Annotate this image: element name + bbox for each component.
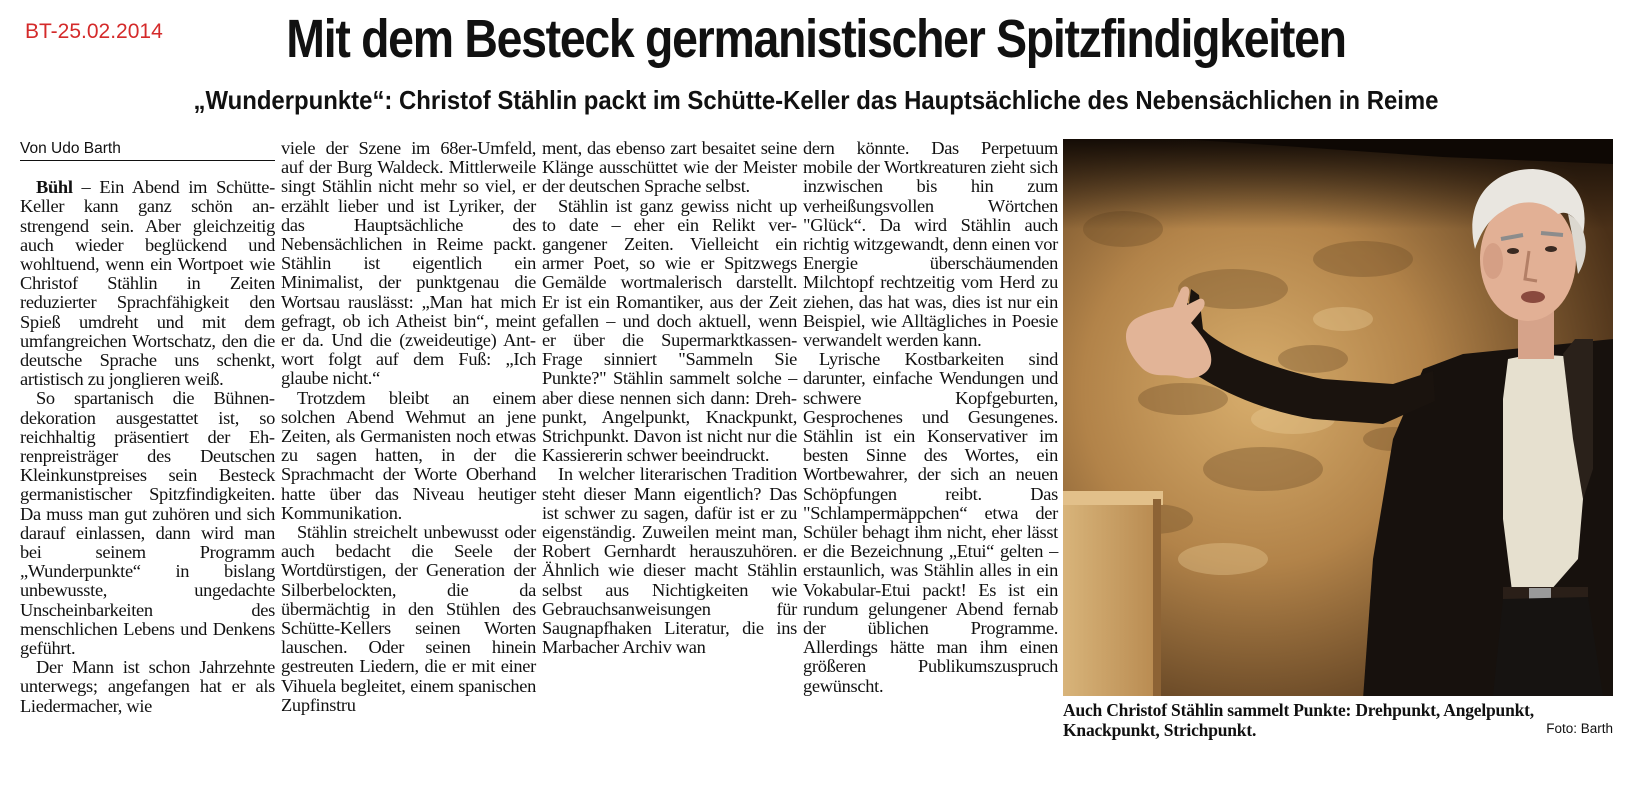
paragraph: Der Mann ist schon Jahrzehnte unterwegs; angefangen hat er als Liedermacher, wie [20,657,275,716]
paragraph: viele der Szene im 68er-Umfeld, auf der Burg Waldeck. Mittlerweile singt Stählin nicht mehr so viel, er erzählt lieber und ist Lyriker, der das Hauptsächliche des Nebensächlichen in Reime packt. Stählin ist eigentlich ein Minimalist, der punktgenau die Wortsau rauslässt: „Man hat mich gefragt, ob ich Atheist bin“, meint er da. Und die (zweideutige) Antwort folgt auf dem Fuß: „Ich glaube nicht.“ [281,138,536,389]
paragraph: Lyrische Kostbarkeiten sind darunter, einfache Wendungen und schwere Kopfgeburten, Gesprochenes und Gesungenes. Stählin ist ein Konservativer im besten Sinne des Wortes, ein Wortbewahrer, der sich an neuen Schöpfungen reibt. Das "Schlampermäppchen“ etwa der Schüler behagt ihm nicht, eher lässt er die Bezeichnung „Etui“ gelten – erstaunlich, was Stählin alles in ein Vokabular-Etui packt! Es ist ein rundum gelungener Abend fernab der üblichen Programme. Allerdings hätte man ihm einen größeren Publikumszuspruch gewünscht. [803,349,1058,696]
subheadline: „Wunderpunkte“: Christof Stählin packt im Schütte-Keller das Hauptsächliche des Nebensächlichen in Reime [193,85,1439,115]
paragraph: Stählin ist ganz gewiss nicht up to date – eher ein Relikt vergangener Zeiten. Vielleicht ein armer Poet, so wie er Spitzwegs Gemälde wortmalerisch darstellt. Er ist ein Romantiker, aus der Zeit gefallen – und doch aktuell, wenn er über die Supermarktkassen-Frage sinniert "Sammeln Sie Punkte?" Stählin sammelt solche – aber diese nennen sich dann: Drehpunkt, Angelpunkt, Knackpunkt, Strichpunkt. Davon ist nicht nur die Kassiererin schwer beeindruckt. [542,195,797,466]
article-column-2 [281,139,536,715]
headline: Mit dem Besteck germanistischer Spitzfindigkeiten [286,9,1346,69]
article-photo [1063,139,1613,696]
paragraph: Stählin streichelt unbewusst oder auch bedacht die Seele der Wortdürstigen, der Generation der Silberbelockten, die da übermächtig in den Stühlen des Schütte-Kellers seinen Worten lauschen. Oder seinen hinein gestreuten Liedern, die er mit einer Vihuela begleitet, einem spanischen Zupfinstru [281,522,536,715]
lead-location: Bühl [36,177,73,198]
paragraph: So spartanisch die Bühnendekoration ausgestattet ist, so reichhaltig präsentiert der Ehrenpreisträger des Deutschen Kleinkunstpreises sein Besteck germanistischer Spitzfindigkeiten. Da muss man gut zuhören und sich darauf einlassen, dann wird man bei seinem Programm „Wunderpunkte“ in bislang unbewusste, ungedachte Unscheinbarkeiten des menschlichen Lebens und Denkens geführt. [20,388,275,659]
article-column-4 [803,139,1058,696]
paragraph [20,178,275,389]
paragraph: dern könnte. Das Perpetuum mobile der Wortkreaturen zieht sich inzwischen bis hin zum verheißungsvollen Wörtchen "Glück“. Da wird Stählin auch richtig witzgewandt, denn einen vor Energie überschäumenden Milchtopf rechtzeitig vom Herd zu ziehen, das hat was, dies ist nur ein Beispiel, wie Alltägliches in Poesie verwandelt werden kann. [803,138,1058,351]
photo-credit: Foto: Barth [1546,721,1613,736]
date-stamp: BT-25.02.2014 [25,20,163,43]
paragraph: Trotzdem bleibt an einem solchen Abend Wehmut an jene Zeiten, als Germanisten noch etwas zu sagen hatten, in der die Sprachmacht der Worte Oberhand hatte über das Niveau heutiger Kommunikation. [281,387,536,523]
byline [20,139,275,161]
performer-photo-illustration [1063,139,1613,696]
photo-caption: Auch Christof Stählin sammelt Punkte: Drehpunkt, Angelpunkt, Knackpunkt, Strichpunkt. [1063,700,1534,740]
paragraph: In welcher literarischen Tradition steht dieser Mann eigentlich? Das ist schwer zu sagen, dafür ist er zu eigenständig. Zuweilen meint man, Robert Gernhardt herauszuhören. Ähnlich wie dieser macht Stählin selbst aus Nichtigkeiten wie Gebrauchsanweisungen für Saugnapfhaken Literatur, die ins Marbacher Archiv wan [542,464,797,658]
article-column-3 [542,139,797,657]
article-column-1 [20,139,275,716]
paragraph: ment, das ebenso zart besaitet seine Klänge ausschüttet wie der Meister der deutschen Sprache selbst. [542,138,797,197]
byline-text: Von Udo Barth [20,140,121,157]
paragraph-text: – Ein Abend im Schütte-Keller kann ganz schön anstrengend sein. Aber gleichzeitig auch wieder beglückend und wohltuend, wenn ein Wortpoet wie Christof Stählin in Zeiten reduzierter Sprachfähigkeit den Spieß umdreht und mit dem umfangreichen Wortschatz, den die deutsche Sprache uns schenkt, artistisch zu jonglieren weiß. [20,177,275,390]
